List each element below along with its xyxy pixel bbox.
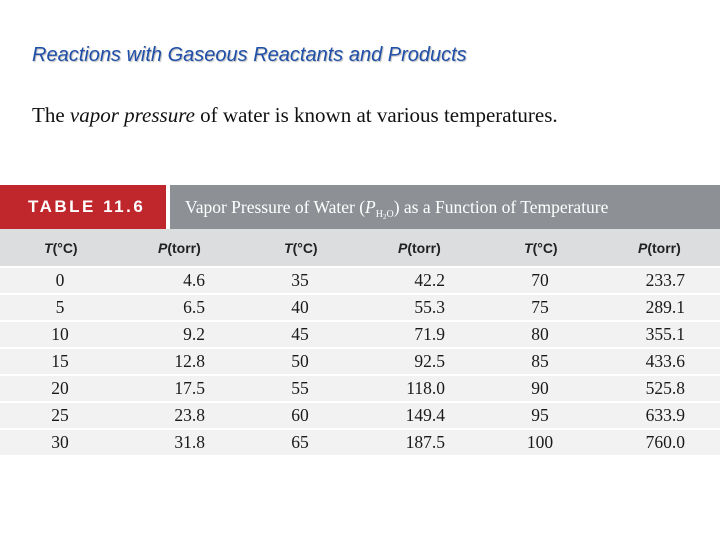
pressure-cell: 149.4 xyxy=(360,402,480,429)
intro-text xyxy=(32,103,558,128)
temperature-cell: 25 xyxy=(0,402,120,429)
temperature-cell: 95 xyxy=(480,402,600,429)
pressure-cell: 633.9 xyxy=(600,402,720,429)
table-row xyxy=(0,375,720,402)
caption-sub-h: H xyxy=(375,209,383,220)
table-caption xyxy=(170,185,720,229)
pressure-cell: 12.8 xyxy=(120,348,240,375)
pressure-cell: 233.7 xyxy=(600,267,720,294)
table-header-bar xyxy=(0,185,720,229)
intro-text-start: The xyxy=(32,103,70,127)
table-row xyxy=(0,429,720,455)
pressure-cell: 23.8 xyxy=(120,402,240,429)
column-header-pressure: P(torr) xyxy=(600,229,720,267)
pressure-cell: 6.5 xyxy=(120,294,240,321)
temperature-cell: 85 xyxy=(480,348,600,375)
pressure-cell: 433.6 xyxy=(600,348,720,375)
caption-sub-2: 2 xyxy=(382,213,387,221)
table-row xyxy=(0,267,720,294)
pressure-cell: 187.5 xyxy=(360,429,480,455)
pressure-cell: 4.6 xyxy=(120,267,240,294)
caption-text-start: Vapor Pressure of Water ( xyxy=(185,197,366,217)
pressure-cell: 17.5 xyxy=(120,375,240,402)
temperature-cell: 35 xyxy=(240,267,360,294)
temperature-cell: 70 xyxy=(480,267,600,294)
pressure-cell: 71.9 xyxy=(360,321,480,348)
temperature-cell: 5 xyxy=(0,294,120,321)
caption-sub-o: O xyxy=(386,209,394,220)
vapor-pressure-table xyxy=(0,185,720,455)
pressure-cell: 355.1 xyxy=(600,321,720,348)
temperature-cell: 65 xyxy=(240,429,360,455)
table-row xyxy=(0,321,720,348)
temperature-cell: 90 xyxy=(480,375,600,402)
temperature-cell: 100 xyxy=(480,429,600,455)
pressure-cell: 118.0 xyxy=(360,375,480,402)
column-header-pressure: P(torr) xyxy=(120,229,240,267)
table-row xyxy=(0,402,720,429)
temperature-cell: 60 xyxy=(240,402,360,429)
pressure-cell: 42.2 xyxy=(360,267,480,294)
intro-emphasis: vapor pressure xyxy=(69,103,195,127)
pressure-cell: 760.0 xyxy=(600,429,720,455)
temperature-cell: 45 xyxy=(240,321,360,348)
pressure-cell: 289.1 xyxy=(600,294,720,321)
intro-text-end: of water is known at various temperatures. xyxy=(194,103,558,127)
temperature-cell: 10 xyxy=(0,321,120,348)
temperature-cell: 0 xyxy=(0,267,120,294)
temperature-cell: 20 xyxy=(0,375,120,402)
table-row xyxy=(0,294,720,321)
column-header-pressure: P(torr) xyxy=(360,229,480,267)
pressure-cell: 9.2 xyxy=(120,321,240,348)
temperature-cell: 50 xyxy=(240,348,360,375)
caption-text-end: ) as a Function of Temperature xyxy=(393,197,609,217)
table-row xyxy=(0,348,720,375)
pressure-cell: 525.8 xyxy=(600,375,720,402)
caption-pressure-symbol: P xyxy=(365,197,376,217)
pressure-cell: 55.3 xyxy=(360,294,480,321)
table-label: TABLE 11.6 xyxy=(0,185,166,229)
pressure-cell: 92.5 xyxy=(360,348,480,375)
slide-title: Reactions with Gaseous Reactants and Products xyxy=(32,44,467,66)
column-header-row xyxy=(0,229,720,267)
column-header-temperature: T(°C) xyxy=(480,229,600,267)
temperature-cell: 30 xyxy=(0,429,120,455)
temperature-cell: 55 xyxy=(240,375,360,402)
pressure-cell: 31.8 xyxy=(120,429,240,455)
caption-subscript xyxy=(376,209,394,220)
temperature-cell: 15 xyxy=(0,348,120,375)
temperature-cell: 75 xyxy=(480,294,600,321)
column-header-temperature: T(°C) xyxy=(240,229,360,267)
temperature-cell: 40 xyxy=(240,294,360,321)
temperature-cell: 80 xyxy=(480,321,600,348)
column-header-temperature: T(°C) xyxy=(0,229,120,267)
data-table xyxy=(0,229,720,455)
